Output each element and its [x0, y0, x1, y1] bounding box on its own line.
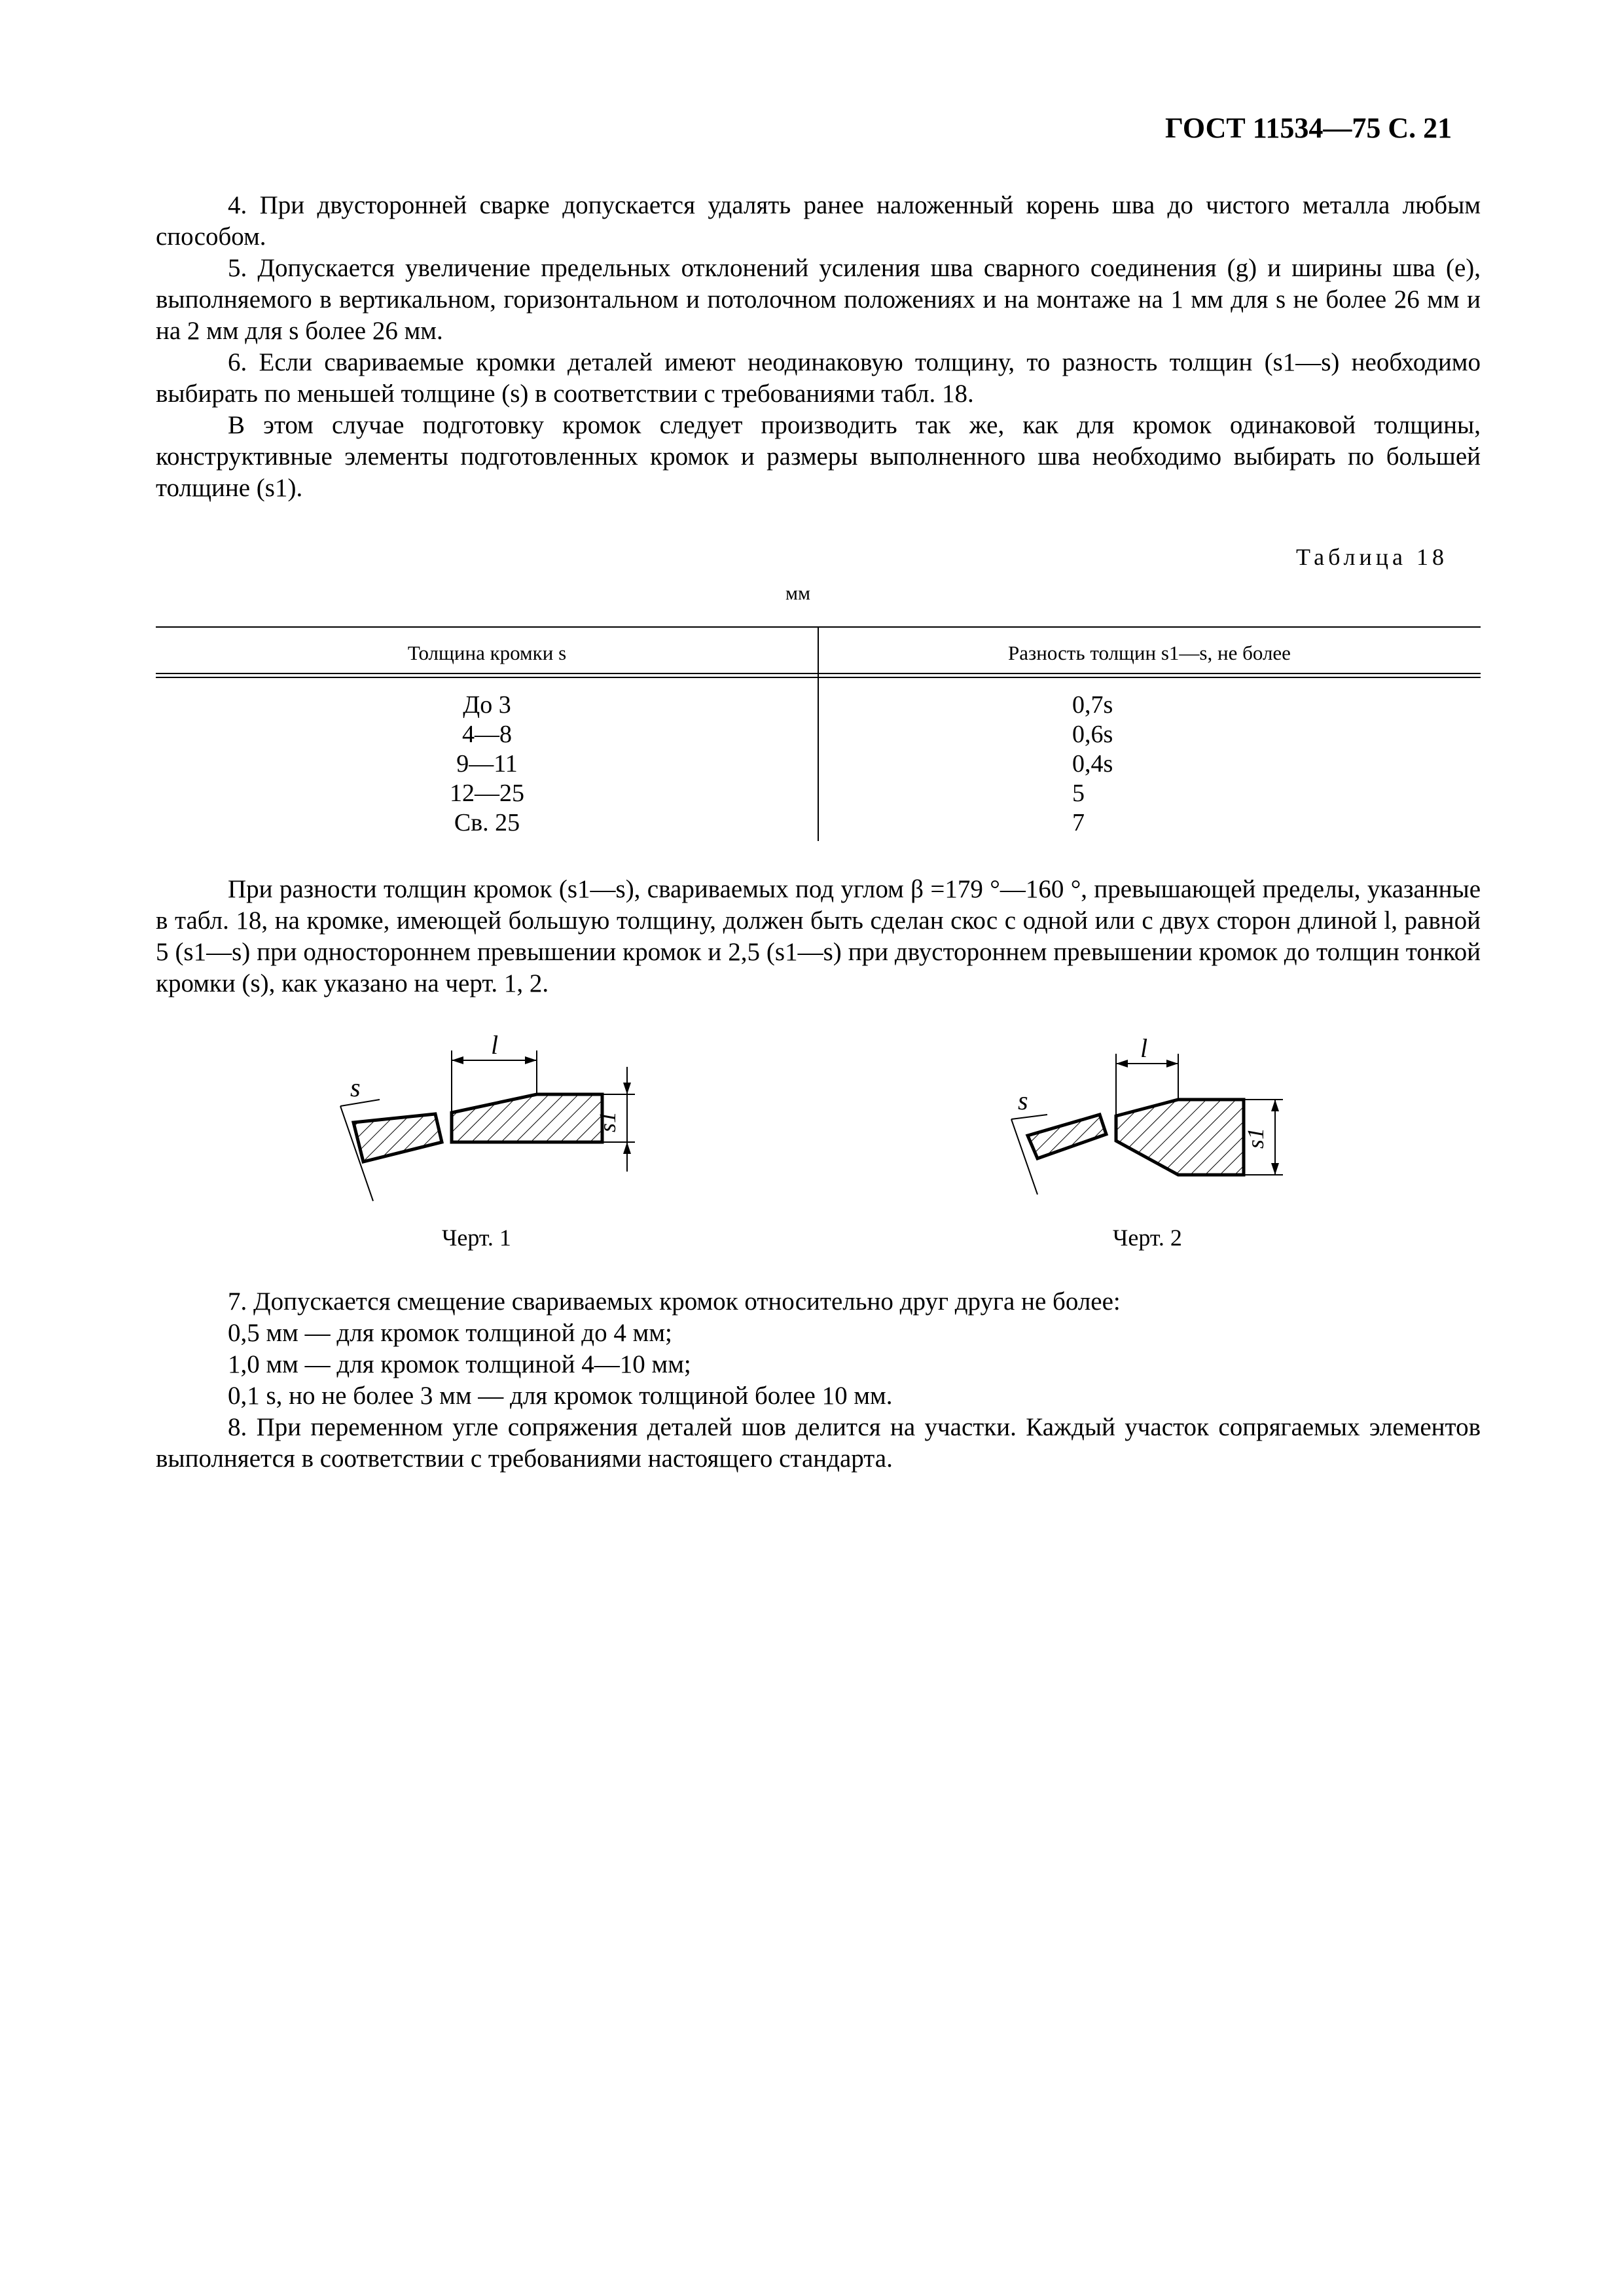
text-block-mid — [156, 874, 1481, 999]
table-caption: Таблица 18 — [1296, 544, 1448, 570]
table-cell: 7 — [1072, 809, 1085, 836]
table-header-difference: Разность толщин s1—s, не более — [1008, 641, 1291, 664]
paragraph-thickness-difference: При разности толщин кромок (s1—s), свариваемых под углом β =179 °—160 °, превышающей пределы, указанные в табл. 18, на кромке, имеющей большую толщину, должен быть сделан скос с одной или с двух сторон длиной l, равной 5 (s1—s) при одностороннем превышении кромок и 2,5 (s1—s) при двустороннем превышении кромок до толщин тонкой кромки (s), как указано на черт. 1, 2. — [156, 875, 1481, 997]
table-column-difference — [1072, 691, 1113, 838]
label-l: l — [491, 1034, 499, 1060]
figure-1-caption: Черт. 1 — [442, 1225, 511, 1251]
table-unit: мм — [785, 583, 810, 604]
thin-plate — [1028, 1115, 1106, 1158]
table-cell: Св. 25 — [454, 809, 520, 836]
table-cell: 4—8 — [462, 721, 512, 748]
table-cell: 0,4s — [1072, 750, 1113, 778]
offset-item-1: 0,5 мм — для кромок толщиной до 4 мм; — [228, 1319, 672, 1347]
paragraph-8: 8. При переменном угле сопряжения деталей шов делится на участки. Каждый участок сопрягаемых элементов выполняется в соответствии с требованиями настоящего стандарта. — [156, 1413, 1481, 1473]
table-cell: 12—25 — [450, 780, 524, 807]
table-cell: 0,6s — [1072, 721, 1113, 748]
page-header: ГОСТ 11534—75 С. 21 — [1165, 112, 1452, 144]
offset-item-2: 1,0 мм — для кромок толщиной 4—10 мм; — [228, 1350, 691, 1378]
label-s1: s1 — [594, 1111, 621, 1132]
paragraph-6: 6. Если свариваемые кромки деталей имеют неодинаковую толщину, то разность толщин (s1—s) необходимо выбирать по меньшей толщине (s) в соответствии с требованиями табл. 18. — [156, 348, 1481, 408]
text-block-bottom — [156, 1286, 1481, 1475]
offset-item-3: 0,1 s, но не более 3 мм — для кромок толщиной более 10 мм. — [228, 1382, 893, 1410]
thin-plate — [353, 1114, 442, 1162]
table-header-thickness: Толщина кромки s — [407, 641, 567, 664]
label-s1: s1 — [1242, 1127, 1269, 1149]
paragraph-5: 5. Допускается увеличение предельных отклонений усиления шва сварного соединения (g) и ширины шва (e), выполняемого в вертикальном, горизонтальном и потолочном положениях и на монтаже на 1 мм для s не более 26 мм и на 2 мм для s более 26 мм. — [156, 254, 1481, 345]
table-cell: 5 — [1072, 780, 1085, 807]
text-block-top — [156, 190, 1481, 504]
paragraph-6-continued: В этом случае подготовку кромок следует производить так же, как для кромок одинаковой толщины, конструктивные элементы подготовленных кромок и размеры выполненного шва необходимо выбирать по большей толщине (s1). — [156, 411, 1481, 502]
table-cell: 9—11 — [456, 750, 518, 778]
paragraph-7: 7. Допускается смещение свариваемых кромок относительно друг друга не более: — [228, 1287, 1121, 1316]
label-s: s — [1018, 1086, 1028, 1115]
thick-plate — [452, 1094, 602, 1142]
table-18 — [156, 625, 1481, 841]
table-cell: 0,7s — [1072, 691, 1113, 719]
paragraph-4: 4. При двусторонней сварке допускается удалять ранее наложенный корень шва до чистого металла любым способом. — [156, 191, 1481, 251]
table-cell: До 3 — [463, 691, 511, 719]
label-s: s — [350, 1073, 361, 1102]
figure-2-drawing — [1001, 1037, 1342, 1208]
thick-plate — [1116, 1100, 1244, 1175]
table-column-thickness — [156, 691, 818, 838]
figure-2-caption: Черт. 2 — [1113, 1225, 1182, 1251]
figure-1-drawing — [327, 1034, 668, 1204]
label-l: l — [1140, 1037, 1148, 1063]
